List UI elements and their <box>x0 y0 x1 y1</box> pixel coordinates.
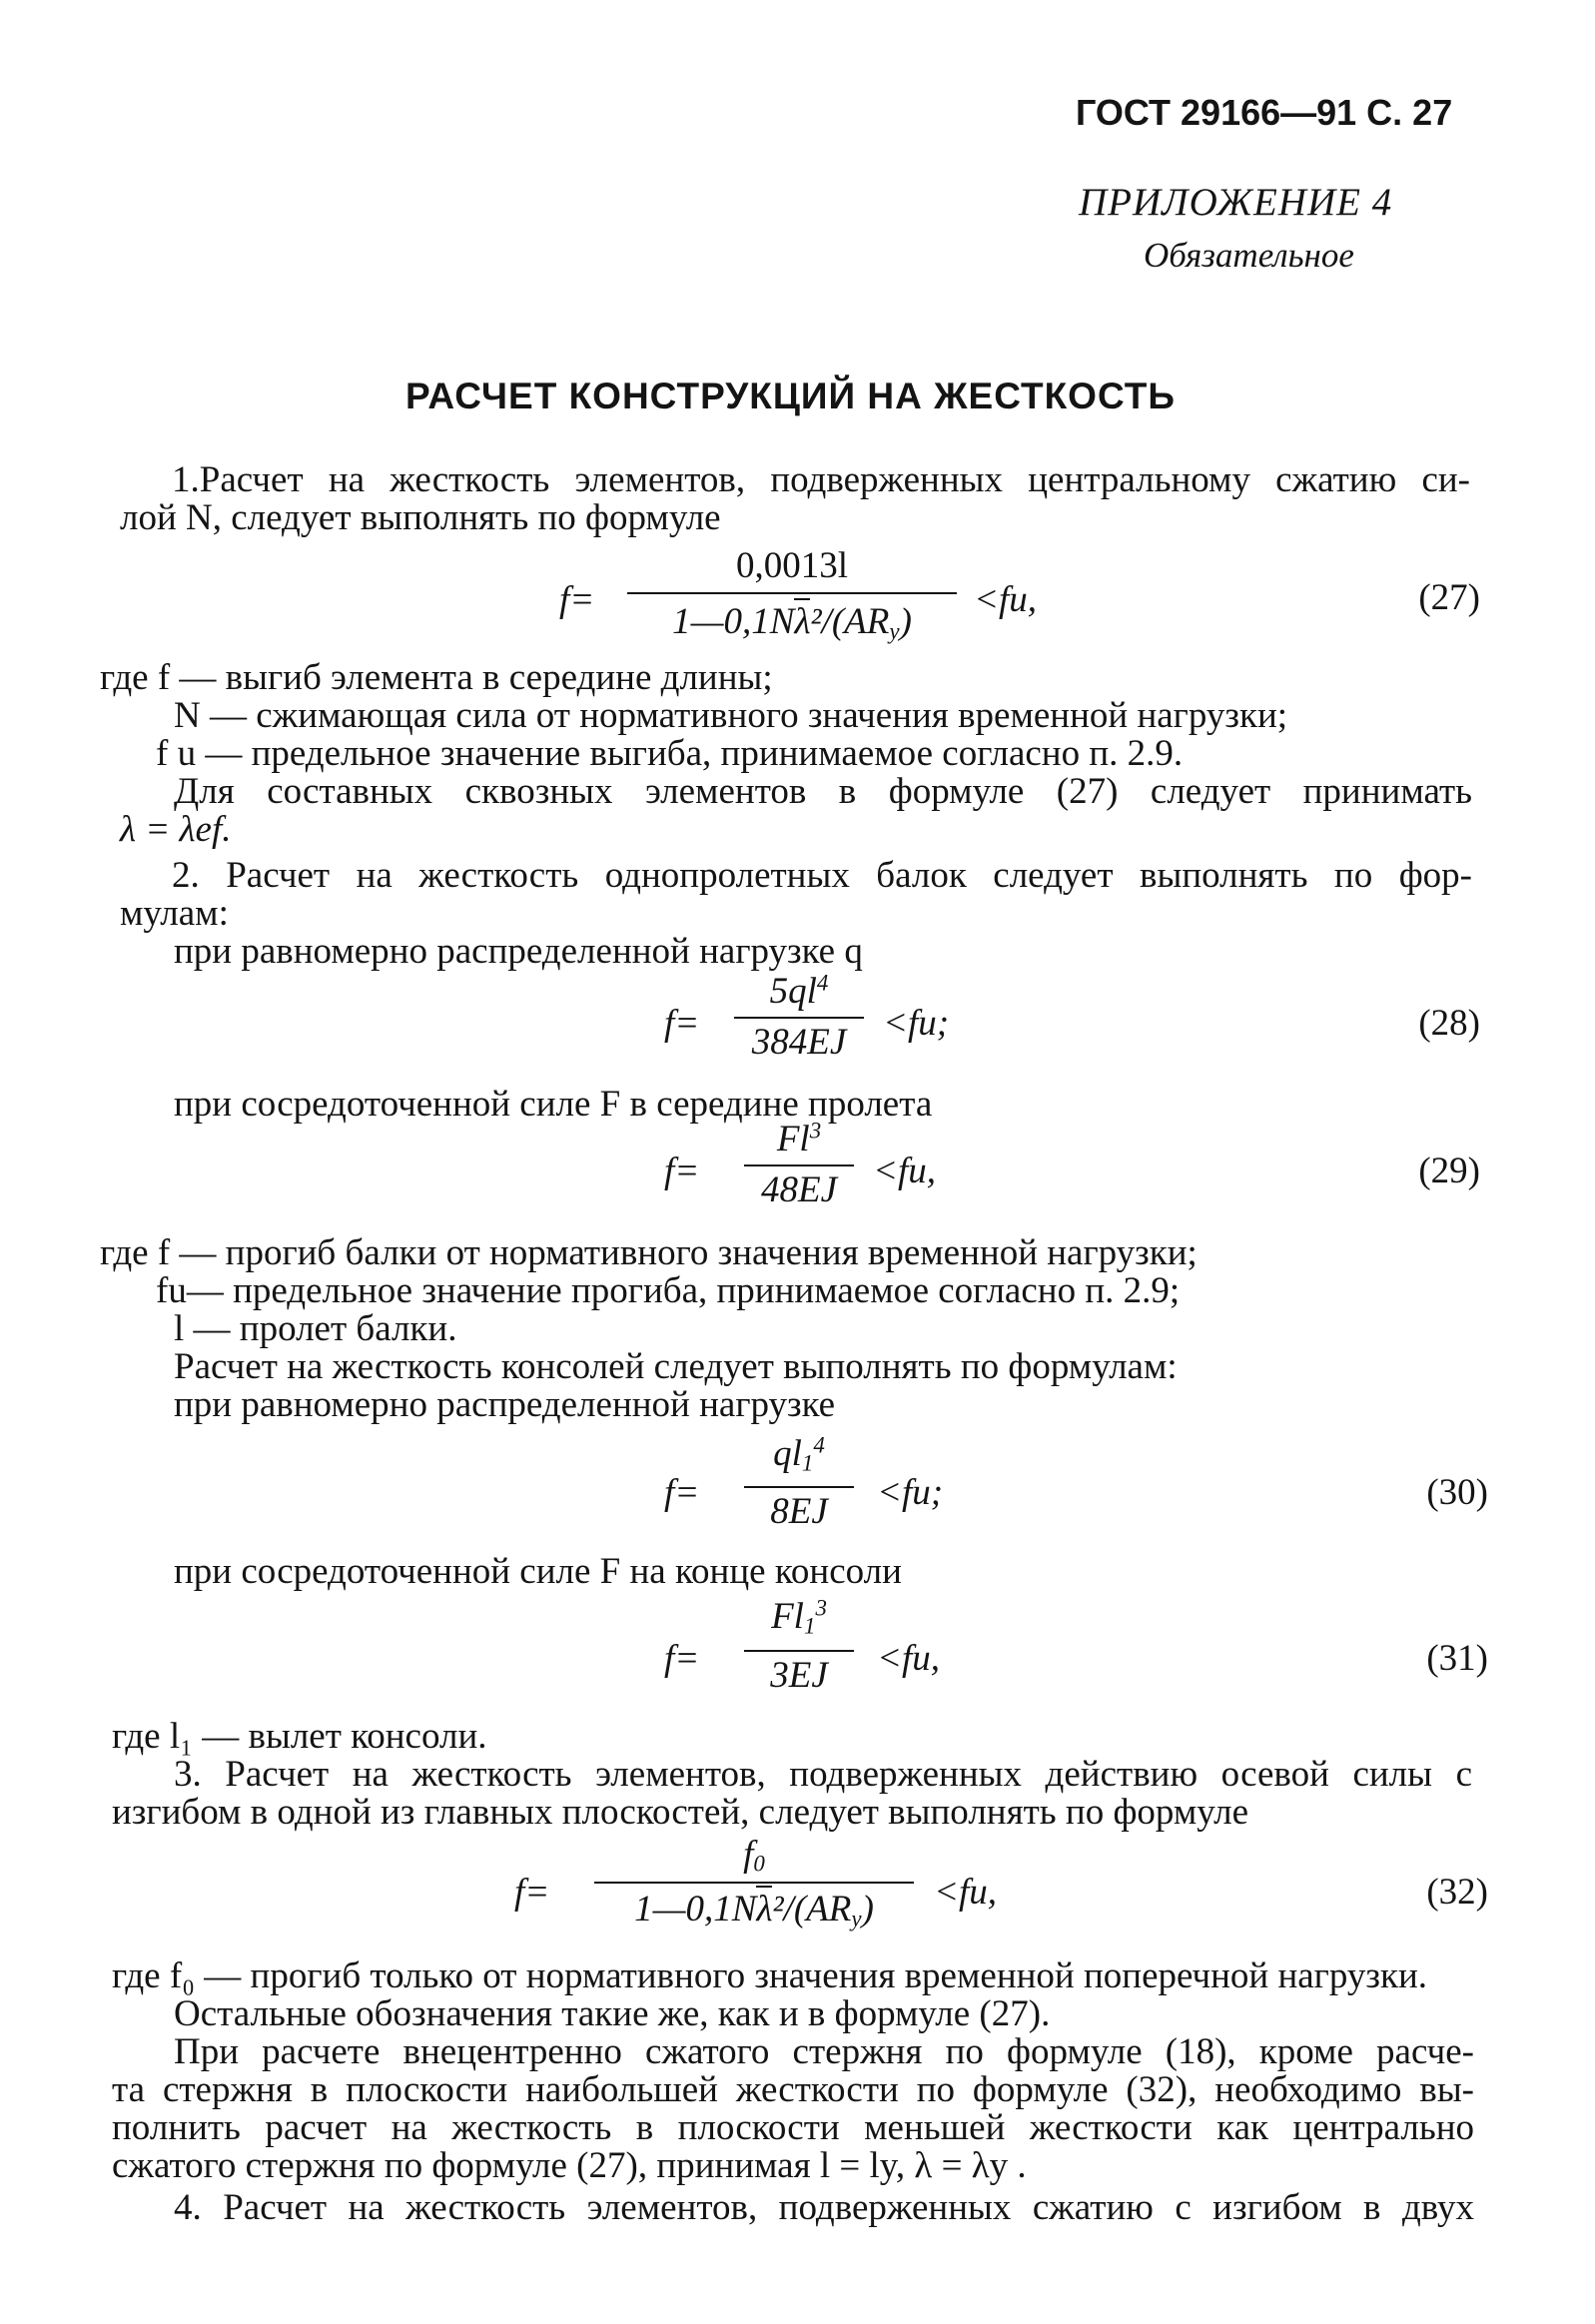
page-title: РАСЧЕТ КОНСТРУКЦИЙ НА ЖЕСТКОСТЬ <box>405 376 1176 416</box>
f30-lhs: f= <box>664 1472 700 1513</box>
f31-bar <box>744 1650 854 1652</box>
d29-line3: l — пролет балки. <box>174 1308 457 1349</box>
d32-line4: та стержня в плоскости наибольшей жесткости по формуле (32), необходимо вы- <box>112 2069 1474 2110</box>
f31-num: $Fl_1^3$ <box>771 1595 827 1639</box>
d27-line3: f u — предельное значение выгиба, принимаемое согласно п. 2.9. <box>156 733 1184 774</box>
p3-line1: 3. Расчет на жесткость элементов, подверженных действию осевой силы с <box>174 1754 1472 1795</box>
f28-lhs: f= <box>664 1003 700 1044</box>
f31-rhs: <fu, <box>877 1638 940 1679</box>
appendix-label: ПРИЛОЖЕНИЕ 4 <box>1079 181 1393 224</box>
f30-bar <box>744 1486 854 1488</box>
p2-line1: 2. Расчет на жесткость однопролетных балок следует выполнять по фор- <box>172 855 1472 896</box>
f27-num: 0,0013l <box>735 545 849 586</box>
p2-line3: при равномерно распределенной нагрузке q <box>174 931 863 972</box>
d29-line1: где f — прогиб балки от нормативного значения временной нагрузки; <box>100 1232 1197 1273</box>
f32-number: (32) <box>1426 1872 1488 1913</box>
p30-point-force: при сосредоточенной силе F на конце консоли <box>174 1551 902 1592</box>
f29-num: Fl$^3$ <box>776 1118 822 1160</box>
f27-den: $1—0,1N\lambda^2/(AR_y)$ <box>627 603 957 640</box>
f32-rhs: <fu, <box>934 1872 997 1913</box>
d27-line1: где f — выгиб элемента в середине длины; <box>100 657 773 698</box>
f30-number: (30) <box>1426 1472 1488 1513</box>
f30-den: 8EJ <box>770 1491 828 1532</box>
f28-bar <box>734 1017 864 1019</box>
p1-line2: лой N, следует выполнять по формуле <box>120 497 721 538</box>
f32-num: $f_0$ <box>743 1834 765 1877</box>
d32-line5: полнить расчет на жесткость в плоскости меньшей жесткости как центрально <box>112 2107 1474 2148</box>
d27-line2: N — сжимающая сила от нормативного значения временной нагрузки; <box>174 695 1288 736</box>
f32-den: $1—0,1N\lambda^2/(AR_y)$ <box>594 1891 914 1928</box>
d32-line1: где f₀ — прогиб только от нормативного значения временной поперечной нагрузки. <box>112 1955 1428 1996</box>
f31-den: 3EJ <box>770 1655 828 1696</box>
f29-lhs: f= <box>664 1151 700 1191</box>
f29-bar <box>744 1164 854 1166</box>
d29-line4: Расчет на жесткость консолей следует выполнять по формулам: <box>174 1346 1178 1387</box>
d31-line: где l₁ — вылет консоли. <box>112 1716 487 1757</box>
d32-line2: Остальные обозначения такие же, как и в формуле (27). <box>174 1993 1051 2034</box>
p3-line2: изгибом в одной из главных плоскостей, следует выполнять по формуле <box>112 1792 1249 1833</box>
d32-line3: При расчете внецентренно сжатого стержня по формуле (18), кроме расче- <box>174 2031 1474 2072</box>
f27-number: (27) <box>1418 577 1480 618</box>
f32-lhs: f= <box>514 1872 550 1913</box>
f31-number: (31) <box>1426 1638 1488 1679</box>
f31-lhs: f= <box>664 1638 700 1679</box>
d27-line4: Для составных сквозных элементов в формуле (27) следует принимать <box>174 771 1472 812</box>
f28-den: 384EJ <box>751 1022 847 1063</box>
p2-point-force: при сосредоточенной силе F в середине пролета <box>174 1084 933 1125</box>
f30-num: $ql_1^4$ <box>773 1432 825 1476</box>
f28-number: (28) <box>1418 1003 1480 1044</box>
p2-line2: мулам: <box>120 893 229 934</box>
f27-lhs: f= <box>559 579 595 620</box>
f27-rhs: <fu, <box>974 579 1037 620</box>
p1-line1: 1.Расчет на жесткость элементов, подверженных центральному сжатию си- <box>172 459 1470 500</box>
p4-line1: 4. Расчет на жесткость элементов, подверженных сжатию с изгибом в двух <box>174 2187 1474 2228</box>
f29-rhs: <fu, <box>873 1151 936 1191</box>
d29-line2: fu— предельное значение прогиба, принимаемое согласно п. 2.9; <box>156 1270 1181 1311</box>
f28-rhs: <fu; <box>883 1003 950 1044</box>
d29-line5: при равномерно распределенной нагрузке <box>174 1384 836 1425</box>
d32-line6: сжатого стержня по формуле (27), принимая l = ly, λ = λy . <box>112 2145 1027 2186</box>
appendix-status: Обязательное <box>1144 236 1354 275</box>
f29-number: (29) <box>1418 1151 1480 1191</box>
f30-rhs: <fu; <box>877 1472 944 1513</box>
f32-bar <box>594 1882 914 1884</box>
f28-num: $5ql^4$ <box>769 970 829 1012</box>
f27-bar <box>627 592 957 594</box>
f29-den: 48EJ <box>760 1169 838 1210</box>
d27-line5: λ = λef. <box>120 809 232 850</box>
standard-code: ГОСТ 29166—91 С. 27 <box>1076 92 1453 133</box>
